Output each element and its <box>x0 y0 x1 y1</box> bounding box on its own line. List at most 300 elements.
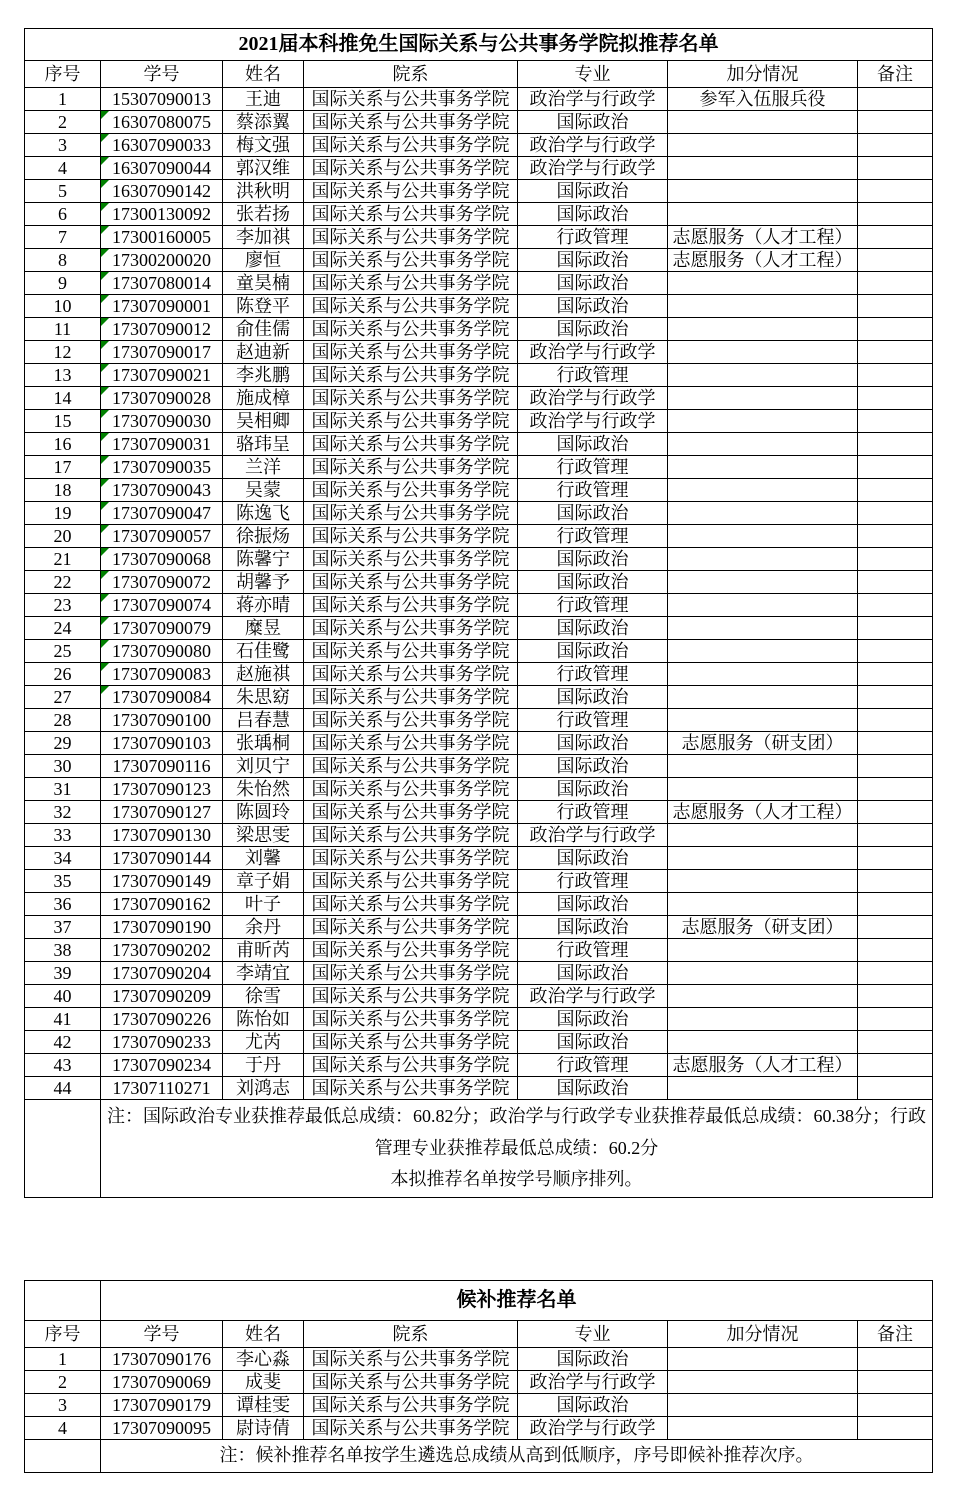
table-row <box>25 709 933 732</box>
number-stored-as-text-flag-icon <box>101 249 109 257</box>
department-cell: 国际关系与公共事务学院 <box>304 1417 518 1440</box>
table-row <box>25 1008 933 1031</box>
table-row <box>25 801 933 824</box>
no-cell: 5 <box>25 180 101 203</box>
name-cell: 张瑀桐 <box>223 732 304 755</box>
department-cell: 国际关系与公共事务学院 <box>304 709 518 732</box>
department-cell: 国际关系与公共事务学院 <box>304 617 518 640</box>
waitlist-title-spacer-cell <box>25 1281 101 1321</box>
remark-cell <box>858 88 933 111</box>
remark-cell <box>858 249 933 272</box>
no-cell: 7 <box>25 226 101 249</box>
table-row <box>25 433 933 456</box>
table-row <box>25 870 933 893</box>
no-cell: 43 <box>25 1054 101 1077</box>
table-row <box>25 1054 933 1077</box>
department-cell: 国际关系与公共事务学院 <box>304 686 518 709</box>
name-cell: 李靖宜 <box>223 962 304 985</box>
no-cell: 16 <box>25 433 101 456</box>
student-id-cell: 17307090074 <box>101 594 223 617</box>
name-cell: 朱思窈 <box>223 686 304 709</box>
remark-cell <box>858 479 933 502</box>
no-cell: 27 <box>25 686 101 709</box>
number-stored-as-text-flag-icon <box>101 111 109 119</box>
name-cell: 王迪 <box>223 88 304 111</box>
no-cell: 17 <box>25 456 101 479</box>
name-cell: 李加祺 <box>223 226 304 249</box>
remark-cell <box>858 433 933 456</box>
main-table-title-row <box>25 29 933 61</box>
name-cell: 李心淼 <box>223 1348 304 1371</box>
remark-cell <box>858 318 933 341</box>
major-cell: 国际政治 <box>518 893 668 916</box>
name-cell: 梁思雯 <box>223 824 304 847</box>
no-cell: 26 <box>25 663 101 686</box>
student-id-cell: 17307090021 <box>101 364 223 387</box>
department-cell: 国际关系与公共事务学院 <box>304 962 518 985</box>
student-id-cell: 17307090047 <box>101 502 223 525</box>
table-row <box>25 755 933 778</box>
major-cell: 政治学与行政学 <box>518 824 668 847</box>
department-cell: 国际关系与公共事务学院 <box>304 387 518 410</box>
name-cell: 尉诗倩 <box>223 1417 304 1440</box>
department-cell: 国际关系与公共事务学院 <box>304 249 518 272</box>
remark-cell <box>858 134 933 157</box>
main-table-note <box>103 1101 930 1196</box>
no-cell: 19 <box>25 502 101 525</box>
bonus-cell <box>668 824 858 847</box>
header-department: 院系 <box>304 1321 518 1348</box>
major-cell: 行政管理 <box>518 456 668 479</box>
no-cell: 20 <box>25 525 101 548</box>
table-row <box>25 318 933 341</box>
no-cell: 6 <box>25 203 101 226</box>
main-table <box>24 28 933 1198</box>
remark-cell <box>858 847 933 870</box>
number-stored-as-text-flag-icon <box>101 663 109 671</box>
student-id-cell: 16307080075 <box>101 111 223 134</box>
waitlist-title-row <box>25 1281 933 1321</box>
name-cell: 梅文强 <box>223 134 304 157</box>
department-cell: 国际关系与公共事务学院 <box>304 525 518 548</box>
major-cell: 国际政治 <box>518 111 668 134</box>
bonus-cell <box>668 341 858 364</box>
no-cell: 42 <box>25 1031 101 1054</box>
major-cell: 国际政治 <box>518 571 668 594</box>
note-spacer-cell <box>25 1440 101 1473</box>
no-cell: 41 <box>25 1008 101 1031</box>
no-cell: 37 <box>25 916 101 939</box>
table-row <box>25 502 933 525</box>
main-table-note-cell <box>101 1100 933 1198</box>
no-cell: 32 <box>25 801 101 824</box>
student-id-cell: 17307090068 <box>101 548 223 571</box>
table-row <box>25 226 933 249</box>
name-cell: 尤芮 <box>223 1031 304 1054</box>
table-row <box>25 111 933 134</box>
bonus-cell <box>668 479 858 502</box>
student-id-cell: 17307090100 <box>101 709 223 732</box>
no-cell: 31 <box>25 778 101 801</box>
department-cell: 国际关系与公共事务学院 <box>304 456 518 479</box>
department-cell: 国际关系与公共事务学院 <box>304 157 518 180</box>
student-id-cell: 17307090069 <box>101 1371 223 1394</box>
remark-cell <box>858 709 933 732</box>
name-cell: 郭汉维 <box>223 157 304 180</box>
table-row <box>25 1031 933 1054</box>
remark-cell <box>858 962 933 985</box>
no-cell: 9 <box>25 272 101 295</box>
remark-cell <box>858 594 933 617</box>
student-id-cell: 15307090013 <box>101 88 223 111</box>
department-cell: 国际关系与公共事务学院 <box>304 847 518 870</box>
waitlist-note-cell <box>101 1440 933 1473</box>
bonus-cell <box>668 134 858 157</box>
no-cell: 28 <box>25 709 101 732</box>
no-cell: 10 <box>25 295 101 318</box>
remark-cell <box>858 801 933 824</box>
major-cell: 行政管理 <box>518 1054 668 1077</box>
department-cell: 国际关系与公共事务学院 <box>304 732 518 755</box>
waitlist-note: 注：候补推荐名单按学生遴选总成绩从高到低顺序，序号即候补推荐次序。 <box>219 1445 814 1466</box>
no-cell: 21 <box>25 548 101 571</box>
bonus-cell <box>668 433 858 456</box>
student-id-cell: 17307090127 <box>101 801 223 824</box>
no-cell: 36 <box>25 893 101 916</box>
main-table-body <box>25 29 933 1198</box>
major-cell: 政治学与行政学 <box>518 387 668 410</box>
no-cell: 15 <box>25 410 101 433</box>
name-cell: 刘贝宁 <box>223 755 304 778</box>
number-stored-as-text-flag-icon <box>101 203 109 211</box>
no-cell: 25 <box>25 640 101 663</box>
name-cell: 陈怡如 <box>223 1008 304 1031</box>
name-cell: 张若扬 <box>223 203 304 226</box>
department-cell: 国际关系与公共事务学院 <box>304 1348 518 1371</box>
name-cell: 吴相卿 <box>223 410 304 433</box>
table-row <box>25 387 933 410</box>
name-cell: 余丹 <box>223 916 304 939</box>
bonus-cell <box>668 548 858 571</box>
major-cell: 行政管理 <box>518 663 668 686</box>
header-no: 序号 <box>25 61 101 88</box>
number-stored-as-text-flag-icon <box>101 272 109 280</box>
student-id-cell: 17307090202 <box>101 939 223 962</box>
student-id-cell: 17307090057 <box>101 525 223 548</box>
student-id-cell: 17307090190 <box>101 916 223 939</box>
student-id-cell: 17300200020 <box>101 249 223 272</box>
major-cell: 国际政治 <box>518 433 668 456</box>
name-cell: 胡馨予 <box>223 571 304 594</box>
remark-cell <box>858 1417 933 1440</box>
department-cell: 国际关系与公共事务学院 <box>304 640 518 663</box>
student-id-cell: 17307090035 <box>101 456 223 479</box>
no-cell: 13 <box>25 364 101 387</box>
header-department: 院系 <box>304 61 518 88</box>
number-stored-as-text-flag-icon <box>101 341 109 349</box>
no-cell: 14 <box>25 387 101 410</box>
number-stored-as-text-flag-icon <box>101 318 109 326</box>
major-cell: 国际政治 <box>518 1031 668 1054</box>
bonus-cell <box>668 640 858 663</box>
table-row <box>25 456 933 479</box>
number-stored-as-text-flag-icon <box>101 410 109 418</box>
student-id-cell: 17307090130 <box>101 824 223 847</box>
header-name: 姓名 <box>223 61 304 88</box>
header-remark: 备注 <box>858 61 933 88</box>
student-id-cell: 16307090142 <box>101 180 223 203</box>
major-cell: 国际政治 <box>518 1394 668 1417</box>
number-stored-as-text-flag-icon <box>101 364 109 372</box>
waitlist-table <box>24 1280 933 1473</box>
department-cell: 国际关系与公共事务学院 <box>304 548 518 571</box>
major-cell: 行政管理 <box>518 226 668 249</box>
major-cell: 行政管理 <box>518 939 668 962</box>
student-id-cell: 17307090080 <box>101 640 223 663</box>
name-cell: 俞佳儒 <box>223 318 304 341</box>
student-id-cell: 17307090233 <box>101 1031 223 1054</box>
header-major: 专业 <box>518 61 668 88</box>
remark-cell <box>858 617 933 640</box>
name-cell: 吕春慧 <box>223 709 304 732</box>
bonus-cell <box>668 1371 858 1394</box>
remark-cell <box>858 548 933 571</box>
table-row <box>25 732 933 755</box>
no-cell: 4 <box>25 157 101 180</box>
table-row <box>25 1394 933 1417</box>
major-cell: 国际政治 <box>518 548 668 571</box>
table-row <box>25 640 933 663</box>
waitlist-table-body <box>25 1281 933 1473</box>
name-cell: 于丹 <box>223 1054 304 1077</box>
bonus-cell <box>668 686 858 709</box>
bonus-cell <box>668 203 858 226</box>
remark-cell <box>858 1077 933 1100</box>
major-cell: 国际政治 <box>518 249 668 272</box>
table-row <box>25 548 933 571</box>
table-row <box>25 249 933 272</box>
table-row <box>25 778 933 801</box>
bonus-cell <box>668 364 858 387</box>
bonus-cell <box>668 870 858 893</box>
student-id-cell: 17307090226 <box>101 1008 223 1031</box>
header-student-id: 学号 <box>101 61 223 88</box>
table-row <box>25 663 933 686</box>
remark-cell <box>858 272 933 295</box>
department-cell: 国际关系与公共事务学院 <box>304 433 518 456</box>
major-cell: 政治学与行政学 <box>518 157 668 180</box>
student-id-cell: 17307090095 <box>101 1417 223 1440</box>
student-id-cell: 17307090162 <box>101 893 223 916</box>
name-cell: 徐振炀 <box>223 525 304 548</box>
no-cell: 30 <box>25 755 101 778</box>
name-cell: 刘馨 <box>223 847 304 870</box>
header-bonus: 加分情况 <box>668 61 858 88</box>
note-line-1: 注：国际政治专业获推荐最低总成绩：60.82分；政治学与行政学专业获推荐最低总成绩：60.38分；行政管理专业获推荐最低总成绩：60.2分 <box>107 1106 927 1158</box>
remark-cell <box>858 1008 933 1031</box>
remark-cell <box>858 732 933 755</box>
student-id-cell: 17307090116 <box>101 755 223 778</box>
remark-cell <box>858 755 933 778</box>
no-cell: 18 <box>25 479 101 502</box>
department-cell: 国际关系与公共事务学院 <box>304 939 518 962</box>
no-cell: 35 <box>25 870 101 893</box>
major-cell: 政治学与行政学 <box>518 341 668 364</box>
table-row <box>25 410 933 433</box>
no-cell: 24 <box>25 617 101 640</box>
major-cell: 行政管理 <box>518 709 668 732</box>
number-stored-as-text-flag-icon <box>101 571 109 579</box>
student-id-cell: 17307090012 <box>101 318 223 341</box>
bonus-cell <box>668 939 858 962</box>
remark-cell <box>858 893 933 916</box>
name-cell: 吴蒙 <box>223 479 304 502</box>
name-cell: 兰洋 <box>223 456 304 479</box>
bonus-cell <box>668 1008 858 1031</box>
remark-cell <box>858 640 933 663</box>
table-row <box>25 157 933 180</box>
number-stored-as-text-flag-icon <box>101 686 109 694</box>
major-cell: 国际政治 <box>518 755 668 778</box>
no-cell: 3 <box>25 1394 101 1417</box>
header-no: 序号 <box>25 1321 101 1348</box>
department-cell: 国际关系与公共事务学院 <box>304 272 518 295</box>
bonus-cell: 志愿服务（研支团） <box>668 916 858 939</box>
remark-cell <box>858 824 933 847</box>
remark-cell <box>858 1031 933 1054</box>
bonus-cell <box>668 1031 858 1054</box>
no-cell: 22 <box>25 571 101 594</box>
remark-cell <box>858 180 933 203</box>
major-cell: 政治学与行政学 <box>518 88 668 111</box>
department-cell: 国际关系与公共事务学院 <box>304 801 518 824</box>
department-cell: 国际关系与公共事务学院 <box>304 755 518 778</box>
major-cell: 国际政治 <box>518 1348 668 1371</box>
table-row <box>25 364 933 387</box>
name-cell: 骆玮呈 <box>223 433 304 456</box>
number-stored-as-text-flag-icon <box>101 433 109 441</box>
header-name: 姓名 <box>223 1321 304 1348</box>
table-row <box>25 617 933 640</box>
department-cell: 国际关系与公共事务学院 <box>304 1031 518 1054</box>
major-cell: 行政管理 <box>518 364 668 387</box>
table-row <box>25 525 933 548</box>
name-cell: 蒋亦晴 <box>223 594 304 617</box>
number-stored-as-text-flag-icon <box>101 594 109 602</box>
number-stored-as-text-flag-icon <box>101 502 109 510</box>
name-cell: 糜昱 <box>223 617 304 640</box>
student-id-cell: 17307090179 <box>101 1394 223 1417</box>
department-cell: 国际关系与公共事务学院 <box>304 111 518 134</box>
student-id-cell: 16307090044 <box>101 157 223 180</box>
name-cell: 赵迪新 <box>223 341 304 364</box>
table-row <box>25 824 933 847</box>
table-row <box>25 1348 933 1371</box>
department-cell: 国际关系与公共事务学院 <box>304 479 518 502</box>
number-stored-as-text-flag-icon <box>101 456 109 464</box>
department-cell: 国际关系与公共事务学院 <box>304 318 518 341</box>
department-cell: 国际关系与公共事务学院 <box>304 916 518 939</box>
remark-cell <box>858 364 933 387</box>
number-stored-as-text-flag-icon <box>101 157 109 165</box>
department-cell: 国际关系与公共事务学院 <box>304 985 518 1008</box>
remark-cell <box>858 1054 933 1077</box>
remark-cell <box>858 939 933 962</box>
department-cell: 国际关系与公共事务学院 <box>304 1008 518 1031</box>
major-cell: 国际政治 <box>518 916 668 939</box>
table-row <box>25 1417 933 1440</box>
bonus-cell <box>668 985 858 1008</box>
department-cell: 国际关系与公共事务学院 <box>304 663 518 686</box>
no-cell: 11 <box>25 318 101 341</box>
table-row <box>25 893 933 916</box>
department-cell: 国际关系与公共事务学院 <box>304 88 518 111</box>
remark-cell <box>858 571 933 594</box>
major-cell: 国际政治 <box>518 318 668 341</box>
bonus-cell <box>668 617 858 640</box>
name-cell: 陈登平 <box>223 295 304 318</box>
major-cell: 行政管理 <box>518 870 668 893</box>
waitlist-note-row <box>25 1440 933 1473</box>
student-id-cell: 17307090031 <box>101 433 223 456</box>
note-line-2: 本拟推荐名单按学号顺序排列。 <box>390 1169 643 1190</box>
table-row <box>25 180 933 203</box>
table-row <box>25 341 933 364</box>
major-cell: 国际政治 <box>518 502 668 525</box>
major-cell: 国际政治 <box>518 962 668 985</box>
major-cell: 政治学与行政学 <box>518 1371 668 1394</box>
table-row <box>25 203 933 226</box>
no-cell: 1 <box>25 1348 101 1371</box>
bonus-cell <box>668 180 858 203</box>
bonus-cell: 志愿服务（人才工程） <box>668 249 858 272</box>
remark-cell <box>858 410 933 433</box>
department-cell: 国际关系与公共事务学院 <box>304 410 518 433</box>
major-cell: 政治学与行政学 <box>518 985 668 1008</box>
student-id-cell: 17307090204 <box>101 962 223 985</box>
bonus-cell <box>668 709 858 732</box>
number-stored-as-text-flag-icon <box>101 387 109 395</box>
no-cell: 23 <box>25 594 101 617</box>
header-student-id: 学号 <box>101 1321 223 1348</box>
bonus-cell <box>668 1348 858 1371</box>
remark-cell <box>858 663 933 686</box>
remark-cell <box>858 1394 933 1417</box>
bonus-cell <box>668 663 858 686</box>
bonus-cell <box>668 318 858 341</box>
bonus-cell <box>668 456 858 479</box>
department-cell: 国际关系与公共事务学院 <box>304 502 518 525</box>
number-stored-as-text-flag-icon <box>101 617 109 625</box>
no-cell: 34 <box>25 847 101 870</box>
number-stored-as-text-flag-icon <box>101 226 109 234</box>
student-id-cell: 17307090083 <box>101 663 223 686</box>
name-cell: 陈馨宁 <box>223 548 304 571</box>
department-cell: 国际关系与公共事务学院 <box>304 778 518 801</box>
major-cell: 行政管理 <box>518 801 668 824</box>
number-stored-as-text-flag-icon <box>101 640 109 648</box>
student-id-cell: 16307090033 <box>101 134 223 157</box>
name-cell: 廖恒 <box>223 249 304 272</box>
major-cell: 国际政治 <box>518 847 668 870</box>
major-cell: 国际政治 <box>518 640 668 663</box>
table-row <box>25 272 933 295</box>
remark-cell <box>858 778 933 801</box>
bonus-cell <box>668 847 858 870</box>
major-cell: 国际政治 <box>518 203 668 226</box>
header-remark: 备注 <box>858 1321 933 1348</box>
student-id-cell: 17307090017 <box>101 341 223 364</box>
